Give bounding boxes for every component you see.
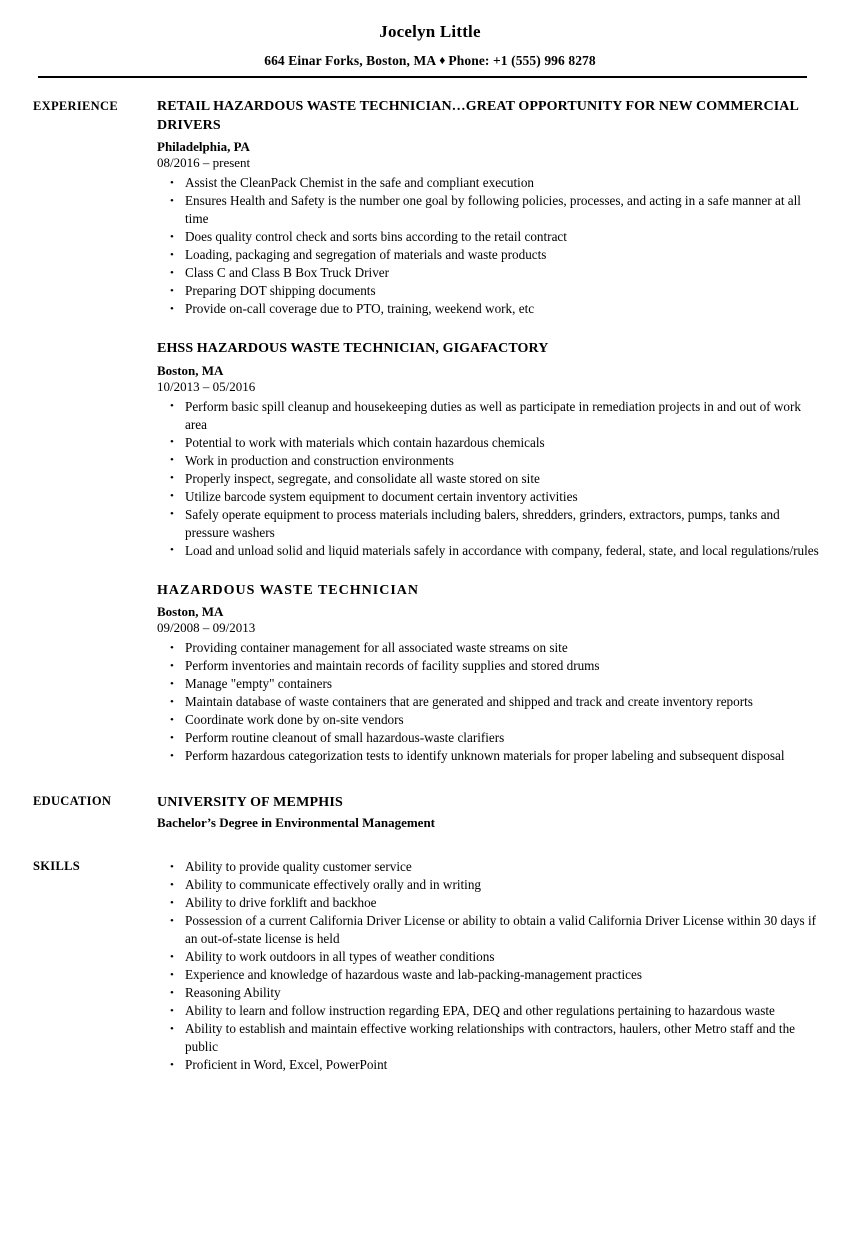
experience-entry — [157, 582, 820, 766]
skills-list — [157, 858, 820, 1074]
list-item: • Manage "empty" containers — [157, 675, 820, 693]
list-item: • Reasoning Ability — [157, 984, 820, 1002]
list-item: • Provide on-call coverage due to PTO, training, weekend work, etc — [157, 300, 820, 318]
list-item: • Load and unload solid and liquid materials safely in accordance with company, federal, state, and local regulations/rules — [157, 542, 820, 560]
job-location: Boston, MA — [157, 362, 224, 378]
section-experience — [0, 98, 860, 765]
candidate-name: Jocelyn Little — [379, 22, 481, 41]
list-item: • Ability to provide quality customer service — [157, 858, 820, 876]
job-title: HAZARDOUS WASTE TECHNICIAN — [157, 582, 419, 598]
diamond-separator-icon: ♦ — [439, 53, 446, 67]
list-item: • Class C and Class B Box Truck Driver — [157, 264, 820, 282]
section-label-education: EDUCATION — [33, 794, 112, 808]
list-item: • Ability to drive forklift and backhoe — [157, 894, 820, 912]
job-responsibility-list — [157, 639, 820, 765]
section-label-experience: EXPERIENCE — [33, 99, 118, 113]
contact-line — [0, 52, 860, 70]
list-item: • Does quality control check and sorts bins according to the retail contract — [157, 228, 820, 246]
section-education — [0, 793, 860, 832]
list-item: • Perform routine cleanout of small hazardous-waste clarifiers — [157, 729, 820, 747]
skills-body — [157, 858, 860, 1074]
experience-body — [157, 98, 860, 765]
education-school: UNIVERSITY OF MEMPHIS — [157, 795, 343, 810]
contact-address: 664 Einar Forks, Boston, MA — [264, 53, 437, 68]
list-item: • Ability to communicate effectively orally and in writing — [157, 876, 820, 894]
section-label-skills: SKILLS — [33, 859, 80, 873]
list-item: • Ability to work outdoors in all types of weather conditions — [157, 948, 820, 966]
list-item: • Loading, packaging and segregation of materials and waste products — [157, 246, 820, 264]
job-responsibility-list — [157, 398, 820, 560]
job-location: Boston, MA — [157, 604, 224, 619]
job-dates: 08/2016 – present — [157, 155, 251, 170]
list-item: • Assist the CleanPack Chemist in the safe and compliant execution — [157, 174, 820, 192]
list-item: • Ensures Health and Safety is the number one goal by following policies, processes, and acting in a safe manner at all time — [157, 192, 820, 228]
list-item: • Potential to work with materials which contain hazardous chemicals — [157, 434, 820, 452]
header-divider — [38, 76, 807, 78]
list-item: • Coordinate work done by on-site vendors — [157, 711, 820, 729]
job-location: Philadelphia, PA — [157, 139, 250, 154]
section-skills — [0, 858, 860, 1074]
job-responsibility-list — [157, 174, 820, 318]
list-item: • Ability to establish and maintain effective working relationships with contractors, haulers, other Metro staff and the public — [157, 1020, 820, 1056]
list-item: • Utilize barcode system equipment to document certain inventory activities — [157, 488, 820, 506]
resume-header — [0, 0, 860, 78]
list-item: • Ability to learn and follow instruction regarding EPA, DEQ and other regulations pertaining to hazardous waste — [157, 1002, 820, 1020]
list-item: • Perform basic spill cleanup and housekeeping duties as well as participate in remediation projects in and out of work area — [157, 398, 820, 434]
list-item: • Providing container management for all associated waste streams on site — [157, 639, 820, 657]
list-item: • Safely operate equipment to process materials including balers, shredders, grinders, extractors, pumps, tanks and pressure washers — [157, 506, 820, 542]
list-item: • Possession of a current California Driver License or ability to obtain a valid California Driver License within 30 days if an out-of-state license is held — [157, 912, 820, 948]
list-item: • Proficient in Word, Excel, PowerPoint — [157, 1056, 820, 1074]
list-item: • Preparing DOT shipping documents — [157, 282, 820, 300]
contact-phone: Phone: +1 (555) 996 8278 — [448, 53, 596, 68]
job-title: EHSS HAZARDOUS WASTE TECHNICIAN, GIGAFACTORY — [157, 341, 549, 356]
education-body — [157, 793, 860, 832]
job-dates: 10/2013 – 05/2016 — [157, 378, 256, 394]
list-item: • Properly inspect, segregate, and consolidate all waste stored on site — [157, 470, 820, 488]
job-dates: 09/2008 – 09/2013 — [157, 620, 256, 635]
list-item: • Perform inventories and maintain records of facility supplies and stored drums — [157, 657, 820, 675]
job-title: RETAIL HAZARDOUS WASTE TECHNICIAN…GREAT OPPORTUNITY FOR NEW COMMERCIAL DRIVERS — [157, 99, 799, 133]
list-item: • Maintain database of waste containers that are generated and shipped and track and create inventory reports — [157, 693, 820, 711]
experience-entry — [157, 340, 820, 560]
list-item: • Experience and knowledge of hazardous waste and lab-packing-management practices — [157, 966, 820, 984]
list-item: • Perform hazardous categorization tests to identify unknown materials for proper labeling and subsequent disposal — [157, 747, 820, 765]
experience-entry — [157, 98, 820, 318]
list-item: • Work in production and construction environments — [157, 452, 820, 470]
education-degree: Bachelor’s Degree in Environmental Management — [157, 815, 436, 830]
